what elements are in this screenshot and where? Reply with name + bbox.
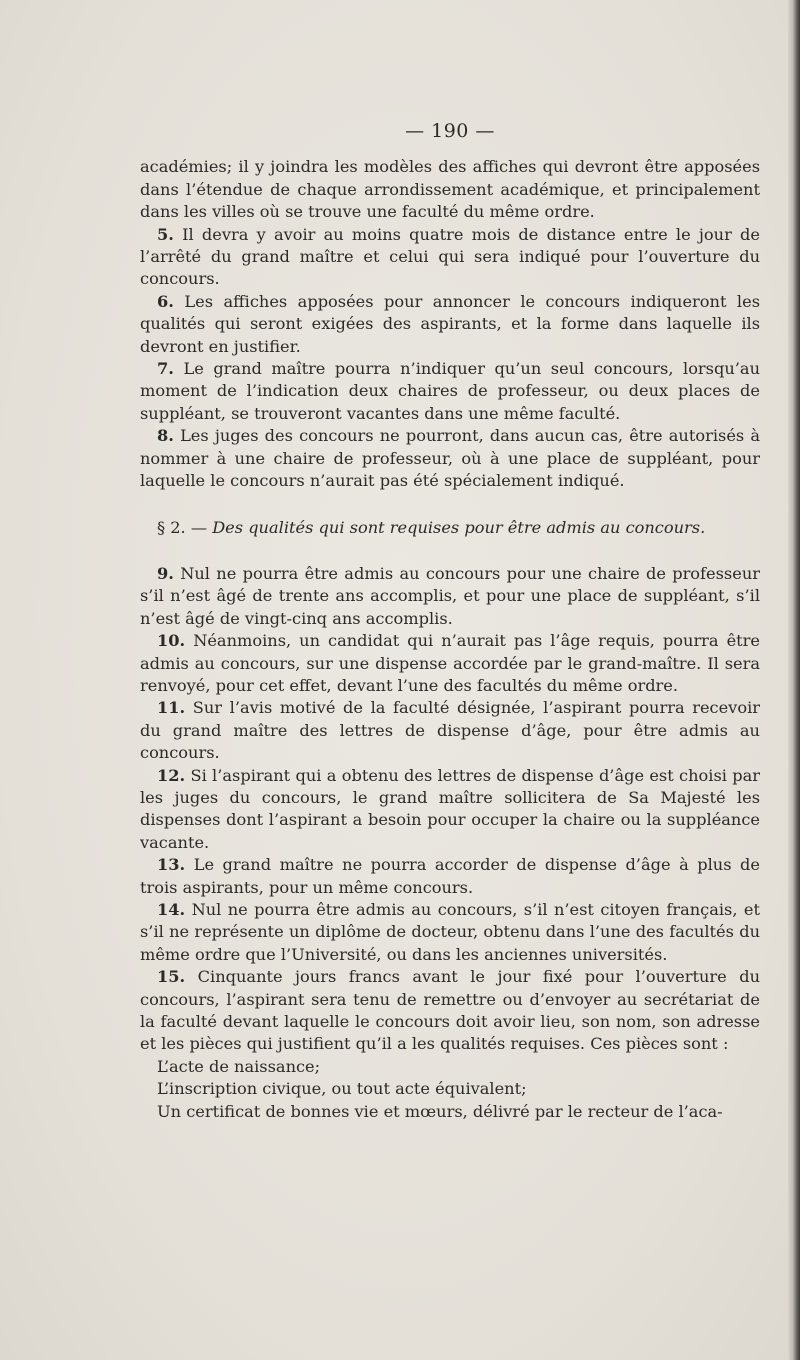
article-number: 8. bbox=[157, 426, 174, 446]
paragraph-text: Si l’aspirant qui a obtenu des lettres de dispense d’âge est choisi par les juges du concours, le grand maître sollicitera de Sa Majesté les dispenses dont l’aspirant a besoin pour occuper la chaire ou la suppléance vacante. bbox=[140, 765, 760, 852]
article-number: 14. bbox=[157, 900, 186, 919]
paragraph-text: Le grand maître ne pourra accorder de dispense d’âge à plus de trois aspirants, pour un même concours. bbox=[140, 855, 760, 897]
article-block-bottom bbox=[140, 563, 760, 1123]
article-15 bbox=[140, 966, 760, 1056]
article-10 bbox=[140, 630, 760, 697]
article-number: 13. bbox=[157, 855, 186, 875]
article-12 bbox=[140, 765, 760, 855]
list-item: L’inscription civique, ou tout acte équivalent; bbox=[157, 1079, 527, 1099]
paragraph-text: Néanmoins, un candidat qui n’aurait pas l’âge requis, pourra être admis au concours, sur une dispense accordée par le grand-maître. Il sera renvoyé, pour cet effet, devant l’une des facultés du même ordre. bbox=[140, 631, 760, 695]
article-number: 15. bbox=[157, 967, 186, 987]
list-item: L’acte de naissance; bbox=[157, 1056, 321, 1076]
paragraph-text: académies; il y joindra les modèles des affiches qui devront être apposées dans l’étendue de chaque arrondissement académique, et principalement dans les villes où se trouve une faculté du même ordre. bbox=[140, 157, 760, 222]
article-number: 10. bbox=[157, 631, 186, 651]
article-8 bbox=[140, 425, 760, 492]
paragraph-text: Il devra y avoir au moins quatre mois de distance entre le jour de l’arrêté du grand maître et celui qui sera indiqué pour l’ouverture du concours. bbox=[140, 224, 760, 289]
section-mark: § 2. — bbox=[157, 517, 208, 537]
article-number: 7. bbox=[157, 359, 174, 379]
article-13 bbox=[140, 854, 760, 899]
article-14 bbox=[140, 899, 760, 966]
section-heading bbox=[140, 517, 760, 539]
paragraph-text: Nul ne pourra être admis au concours pour une chaire de professeur s’il n’est âgé de trente ans accomplis, et pour une place de suppléant, s’il n’est âgé de vingt-cinq ans accomplis. bbox=[140, 563, 760, 628]
page-number: — 190 — bbox=[405, 120, 495, 142]
article-number: 6. bbox=[157, 291, 174, 311]
paragraph-continuation bbox=[140, 156, 760, 223]
page-content bbox=[140, 120, 760, 1123]
paragraph-text: Le grand maître pourra n’indiquer qu’un seul concours, lorsqu’au moment de l’indication deux chaires de professeur, ou deux places de suppléant, se trouveront vacantes dans une même faculté. bbox=[140, 359, 760, 423]
article-number: 9. bbox=[157, 563, 174, 583]
list-item: Un certificat de bonnes vie et mœurs, délivré par le recteur de l’aca- bbox=[157, 1101, 723, 1121]
paragraph-text: Sur l’avis motivé de la faculté désignée, l’aspirant pourra recevoir du grand maître des lettres de dispense d’âge, pour être admis au concours. bbox=[140, 698, 760, 763]
page-edge bbox=[788, 0, 800, 1360]
paragraph-text: Les affiches apposées pour annoncer le concours indiqueront les qualités qui seront exigées des aspirants, et la forme dans laquelle ils devront en justifier. bbox=[140, 291, 760, 356]
paragraph-text: Nul ne pourra être admis au concours, s’il n’est citoyen français, et s’il ne représente un diplôme de docteur, obtenu dans l’une des facultés du même ordre que l’Université, ou dans les anciennes universités. bbox=[140, 900, 760, 964]
article-number: 12. bbox=[157, 765, 186, 785]
article-9 bbox=[140, 563, 760, 630]
article-7 bbox=[140, 358, 760, 425]
article-6 bbox=[140, 291, 760, 358]
article-number: 11. bbox=[157, 698, 186, 718]
paragraph-text: Cinquante jours francs avant le jour fixé pour l’ouverture du concours, l’aspirant sera tenu de remettre ou d’envoyer au secrétariat de la faculté devant laquelle le concours doit avoir lieu, son nom, son adresse et les pièces qui justifient qu’il a les qualités requises. Ces pièces sont : bbox=[140, 967, 760, 1054]
section-title: Des qualités qui sont requises pour être admis au concours. bbox=[212, 517, 706, 537]
article-block-top bbox=[140, 156, 760, 492]
paragraph-text: Les juges des concours ne pourront, dans aucun cas, être autorisés à nommer à une chaire de professeur, où à une place de suppléant, pour laquelle le concours n’aurait pas été spécialement indiqué. bbox=[140, 426, 760, 491]
article-11 bbox=[140, 697, 760, 764]
article-5 bbox=[140, 224, 760, 291]
article-number: 5. bbox=[157, 224, 174, 244]
